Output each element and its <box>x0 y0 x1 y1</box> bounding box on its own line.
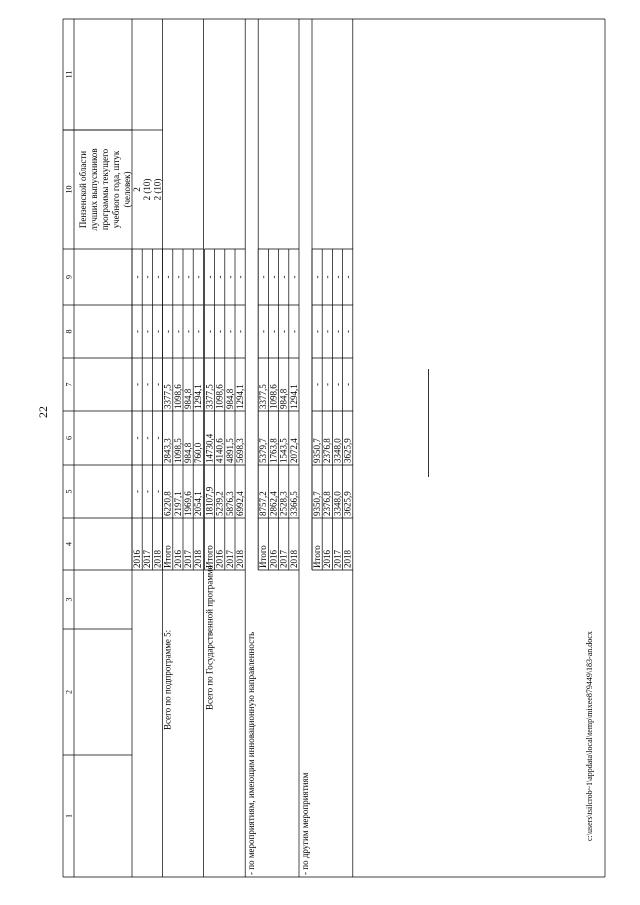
cell-value-col7: 1294,1 <box>235 384 245 409</box>
cell-value-col8: - <box>224 330 235 333</box>
cell-value-col8: - <box>204 330 215 333</box>
cell-value-col5: 3625,9 <box>342 491 353 516</box>
cell-value-col8: - <box>183 330 193 333</box>
cell-value-col6: 14730,4 <box>204 433 215 463</box>
section-label: Всего по подпрограмме 5: <box>162 629 173 730</box>
cell-value-col6: 4140,6 <box>214 438 225 463</box>
cell-value-col8: - <box>278 330 289 333</box>
cell-value-col5: 3366,5 <box>288 491 299 516</box>
cell-value-col8: - <box>332 330 343 333</box>
cell-value-col6: - <box>152 436 163 440</box>
cell-value-col7: 1098,6 <box>172 384 183 409</box>
indicator-value-2016: 2 <box>132 187 142 192</box>
indicator-value-2017: 2 (10) <box>142 178 153 201</box>
row-year-label: 2017 <box>332 550 343 568</box>
cell-value-col6: 5379,7 <box>258 438 269 463</box>
cell-value-col8: - <box>132 330 142 333</box>
cell-value-col5: 2054,1 <box>193 491 204 516</box>
cell-value-col6: 760,0 <box>193 442 204 463</box>
cell-value-col9: - <box>322 275 333 279</box>
row-year-label: 2018 <box>193 550 204 568</box>
cell-value-col7: - <box>142 383 153 386</box>
row-year-label: 2017 <box>142 550 153 568</box>
cell-value-col5: 9350,7 <box>312 491 322 516</box>
cell-value-col9: - <box>332 275 343 279</box>
cell-value-col7: 1294,1 <box>288 384 299 409</box>
indicator-text-line: Пензенской области <box>78 150 88 229</box>
cell-value-col8: - <box>142 330 153 333</box>
cell-value-col9: - <box>235 275 245 279</box>
cell-value-col9: - <box>268 275 279 279</box>
cell-value-col7: - <box>332 383 343 386</box>
cell-value-col7: 3377,5 <box>258 384 269 409</box>
cell-value-col7: 1294,1 <box>193 384 204 409</box>
cell-value-col5: 18107,9 <box>204 486 215 516</box>
cell-value-col5: - <box>142 490 153 493</box>
cell-value-col9: - <box>278 275 289 279</box>
row-year-label: 2016 <box>172 550 183 568</box>
cell-value-col9: - <box>224 275 235 279</box>
cell-value-col7: 3377,5 <box>204 384 215 409</box>
file-path: c:\users\tsilcrob~1\appdata\local\temp\mixee879449\183-an.docx <box>585 631 594 841</box>
cell-value-col8: - <box>312 330 322 333</box>
cell-value-col5: - <box>132 490 142 493</box>
cell-value-col6: 984,8 <box>183 442 193 463</box>
row-year-label: 2017 <box>278 550 289 568</box>
column-number-5: 5 <box>64 489 74 494</box>
cell-value-col9: - <box>172 275 183 279</box>
cell-value-col5: 2197,1 <box>172 491 183 516</box>
cell-value-col8: - <box>322 330 333 333</box>
cell-value-col9: - <box>142 275 153 279</box>
row-year-label: Итого <box>312 545 322 568</box>
cell-value-col6: 1098,5 <box>172 438 183 463</box>
cell-value-col6: 1543,5 <box>278 438 289 463</box>
indicator-text-line: (человек) <box>122 171 132 208</box>
column-number-1: 1 <box>64 814 74 818</box>
page-number: 22 <box>36 406 50 418</box>
cell-value-col7: 984,8 <box>183 388 193 409</box>
row-year-label: 2016 <box>214 550 225 568</box>
cell-value-col9: - <box>288 275 299 279</box>
cell-value-col9: - <box>193 275 204 279</box>
section-label: Всего по Государственной программе <box>204 565 215 710</box>
cell-value-col5: - <box>152 490 163 493</box>
row-year-label: 2017 <box>224 550 235 568</box>
row-year-label: 2018 <box>288 550 299 568</box>
indicator-text-line: лучших выпускников <box>89 148 99 231</box>
indicator-value-2018: 2 (10) <box>152 178 163 201</box>
indicator-text-line: учебного года, штук <box>111 150 121 229</box>
cell-value-col9: - <box>162 275 173 279</box>
section-heading: - по другим мероприятиям <box>300 772 310 875</box>
cell-value-col8: - <box>235 330 245 333</box>
cell-value-col8: - <box>152 330 163 333</box>
row-year-label: 2016 <box>268 550 279 568</box>
cell-value-col9: - <box>132 275 142 279</box>
cell-value-col6: 3625,9 <box>342 438 353 463</box>
cell-value-col5: 5239,2 <box>214 491 225 516</box>
cell-value-col6: 2072,4 <box>288 438 299 463</box>
cell-value-col6: - <box>142 436 153 440</box>
cell-value-col9: - <box>214 275 225 279</box>
cell-value-col7: 3377,5 <box>162 384 173 409</box>
cell-value-col6: 9350,7 <box>312 438 322 463</box>
cell-value-col7: - <box>152 383 163 386</box>
cell-value-col6: 1763,8 <box>268 438 279 463</box>
cell-value-col5: 2528,3 <box>278 491 289 516</box>
column-number-4: 4 <box>64 542 74 546</box>
cell-value-col6: 2376,8 <box>322 438 333 463</box>
cell-value-col8: - <box>214 330 225 333</box>
cell-value-col9: - <box>152 275 163 279</box>
row-year-label: 2018 <box>152 550 163 568</box>
cell-value-col6: 4891,5 <box>224 438 235 463</box>
cell-value-col9: - <box>342 275 353 279</box>
section-heading: - по мероприятиям, имеющим инновационную направленность <box>246 631 257 875</box>
row-year-label: Итого <box>162 545 173 568</box>
row-year-label: 2018 <box>342 550 353 568</box>
cell-value-col5: 2862,4 <box>268 491 279 516</box>
column-number-9: 9 <box>64 275 74 279</box>
cell-value-col9: - <box>312 275 322 279</box>
cell-value-col8: - <box>288 330 299 333</box>
cell-value-col6: - <box>132 436 142 440</box>
column-number-7: 7 <box>64 382 74 387</box>
cell-value-col5: 5876,3 <box>224 491 235 516</box>
cell-value-col7: 1098,6 <box>214 384 225 409</box>
cell-value-col6: 3348,0 <box>332 438 343 463</box>
cell-value-col5: 3348,0 <box>332 491 343 516</box>
cell-value-col9: - <box>258 275 269 279</box>
cell-value-col7: - <box>342 383 353 386</box>
cell-value-col7: - <box>312 383 322 386</box>
row-year-label: Итого <box>258 545 269 568</box>
row-year-label: 2016 <box>132 550 142 568</box>
cell-value-col5: 2376,8 <box>322 491 333 516</box>
cell-value-col6: 5698,3 <box>235 438 245 463</box>
cell-value-col9: - <box>204 275 215 279</box>
cell-value-col5: 8757,2 <box>258 491 269 516</box>
cell-value-col8: - <box>342 330 353 333</box>
cell-value-col7: - <box>132 383 142 386</box>
cell-value-col8: - <box>162 330 173 333</box>
row-year-label: 2017 <box>183 550 193 568</box>
cell-value-col6: 2843,3 <box>162 438 173 463</box>
column-number-10: 10 <box>64 185 74 194</box>
column-number-11: 11 <box>64 70 74 79</box>
cell-value-col5: 1969,6 <box>183 491 193 516</box>
cell-value-col5: 6992,4 <box>235 491 245 516</box>
cell-value-col8: - <box>172 330 183 333</box>
cell-value-col7: 1098,6 <box>268 384 279 409</box>
cell-value-col7: 984,8 <box>224 388 235 409</box>
column-number-6: 6 <box>64 436 74 440</box>
column-number-3: 3 <box>64 597 74 602</box>
row-year-label: Итого <box>204 545 215 568</box>
cell-value-col7: 984,8 <box>278 388 289 409</box>
cell-value-col8: - <box>193 330 204 333</box>
column-number-8: 8 <box>64 329 74 334</box>
row-year-label: 2018 <box>235 550 245 568</box>
column-number-2: 2 <box>64 690 74 694</box>
cell-value-col8: - <box>268 330 279 333</box>
cell-value-col8: - <box>258 330 269 333</box>
cell-value-col5: 6220,8 <box>162 491 173 516</box>
cell-value-col7: - <box>322 383 333 386</box>
indicator-text-line: программы текущего <box>100 148 110 231</box>
row-year-label: 2016 <box>322 550 333 568</box>
cell-value-col9: - <box>183 275 193 279</box>
